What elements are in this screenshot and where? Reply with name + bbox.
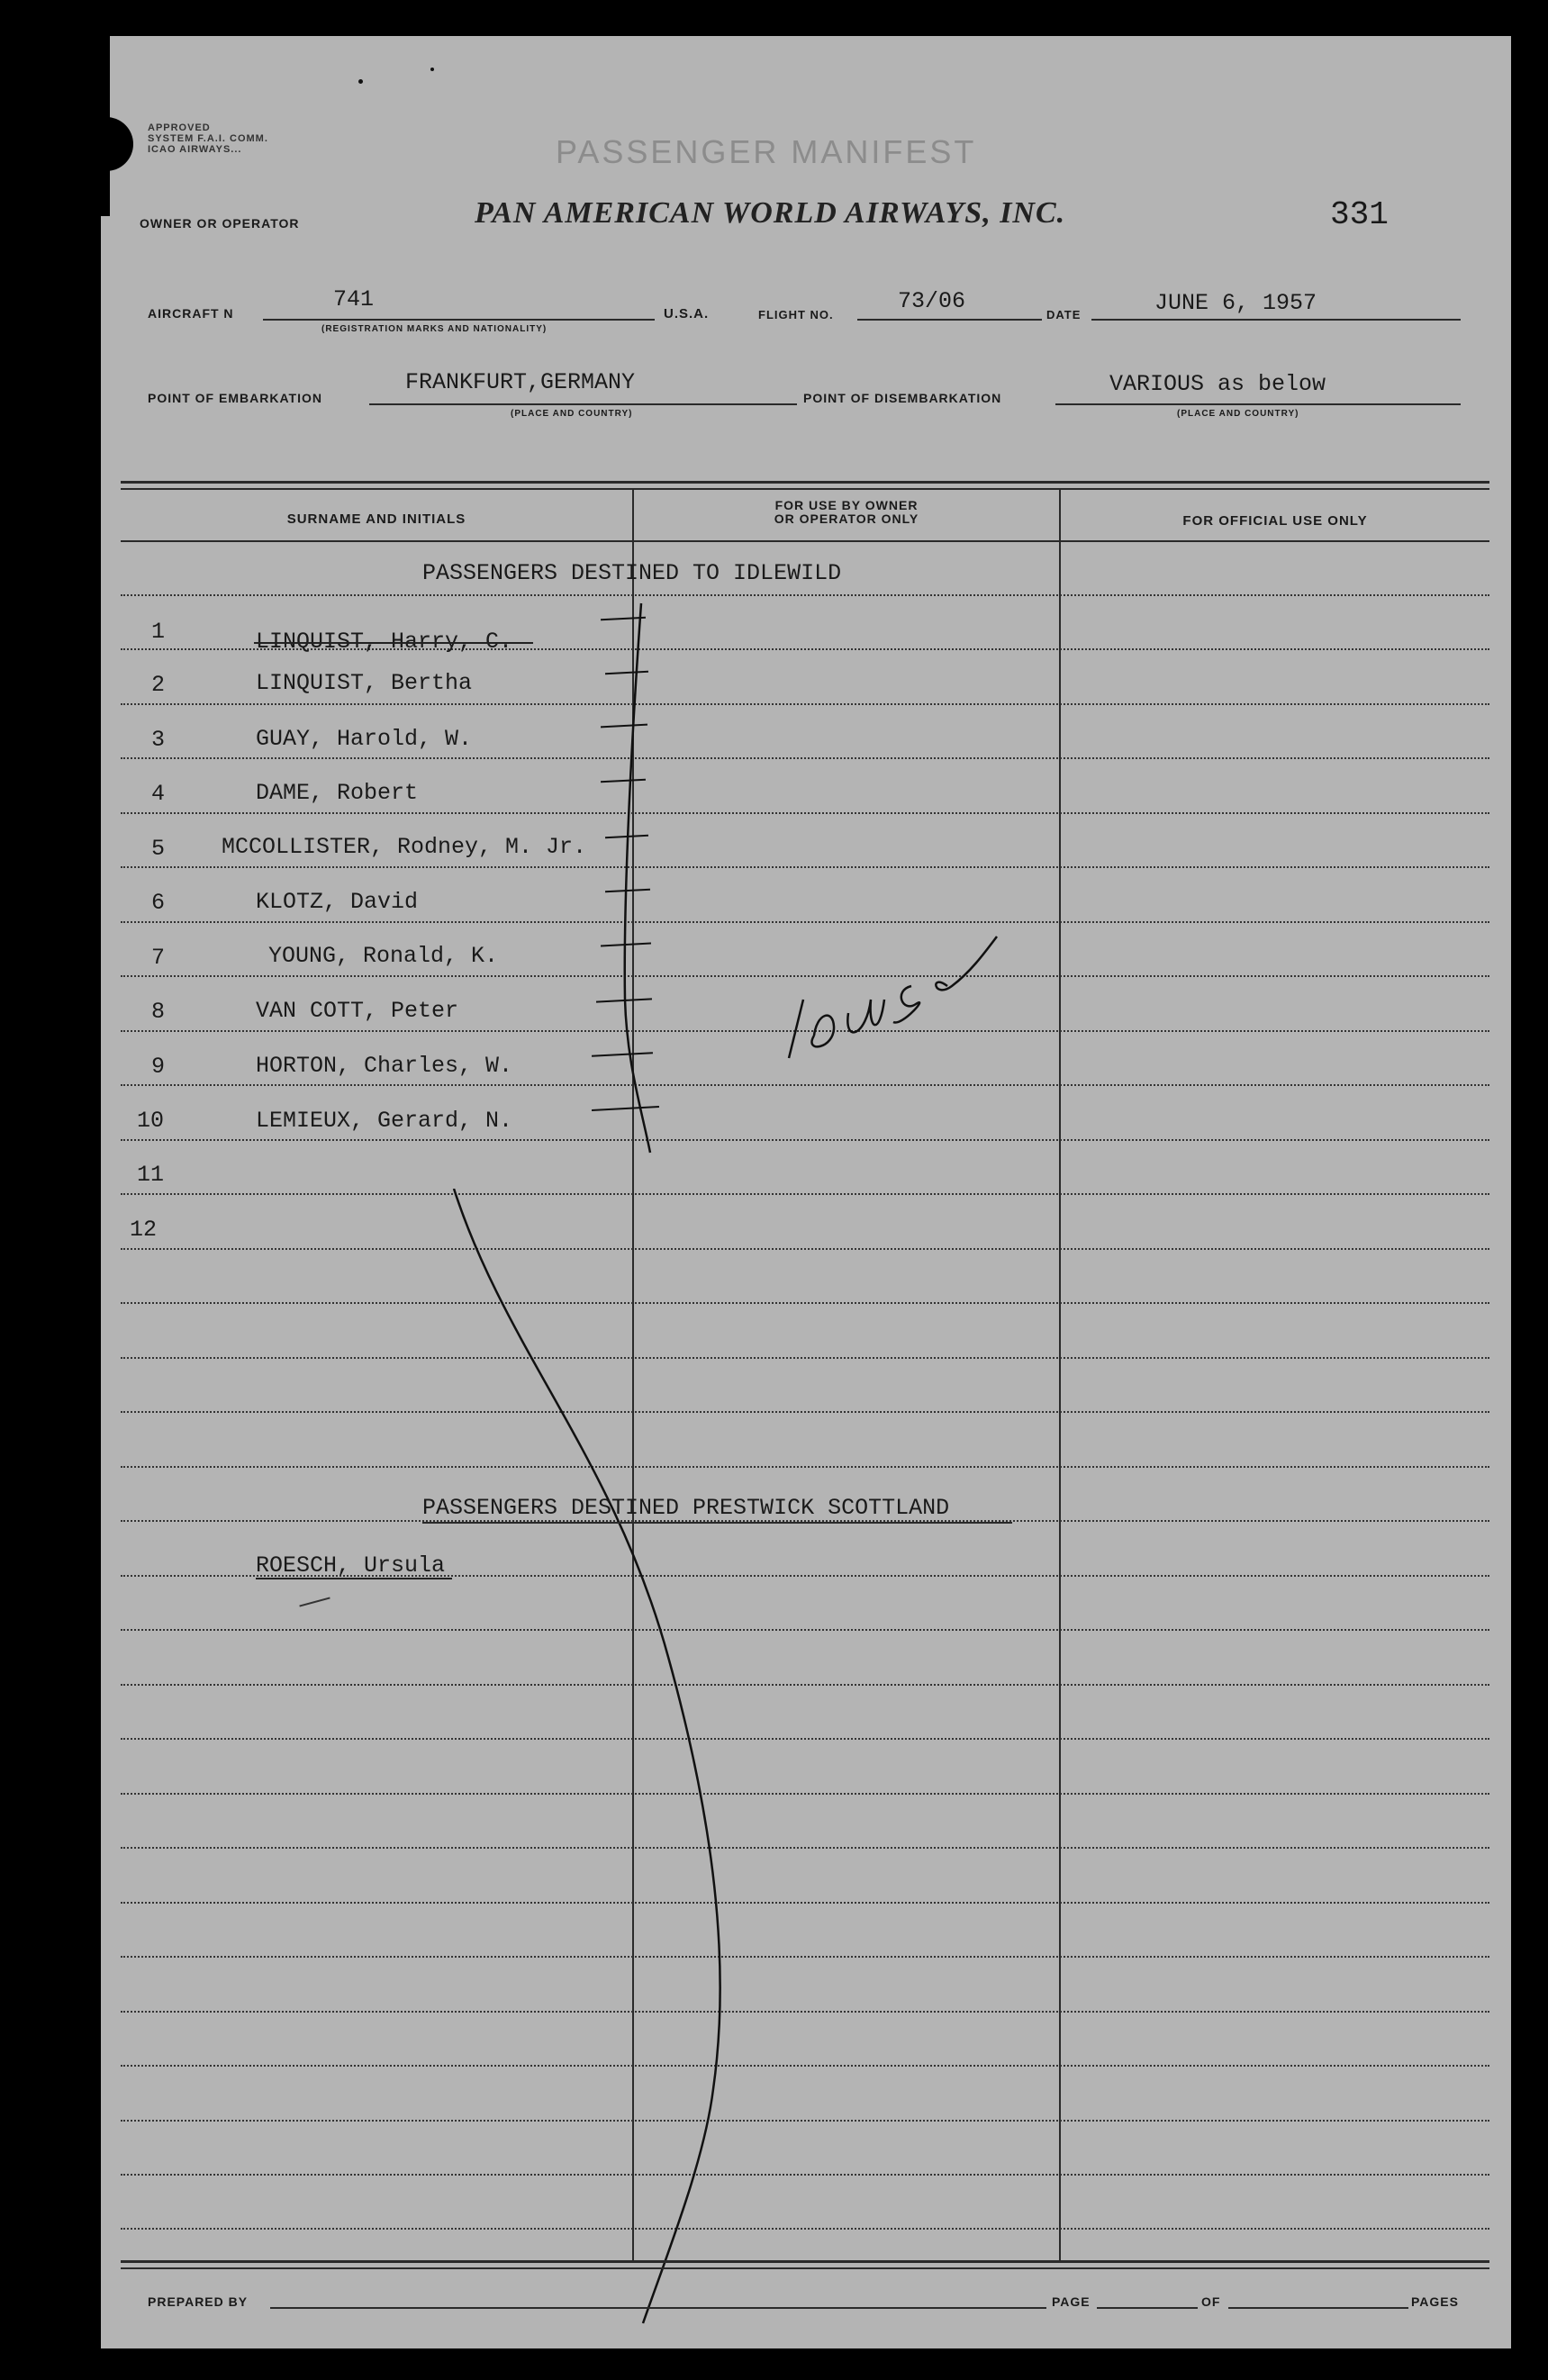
handwritten-tally: [614, 594, 848, 1171]
handwritten-note: [785, 973, 845, 994]
date-value: JUNE 6, 1957: [1154, 290, 1317, 316]
passenger-name: KLOTZ, David: [256, 889, 419, 915]
row-number: 3: [151, 727, 166, 753]
disembark-underline: [1055, 403, 1461, 405]
usa-label: U.S.A.: [664, 306, 710, 321]
date-underline: [1091, 319, 1461, 321]
row-rule: [121, 1793, 1489, 1795]
row-number: 2: [151, 672, 166, 698]
owner-label: OWNER OR OPERATOR: [140, 216, 300, 231]
passenger-name: ROESCH, Ursula: [256, 1552, 446, 1579]
ink-dot: [358, 79, 363, 84]
passenger-name: DAME, Robert: [256, 780, 419, 806]
section-heading-idlewild: PASSENGERS DESTINED TO IDLEWILD: [422, 560, 842, 586]
row-rule: [121, 2065, 1489, 2067]
row-rule: [121, 1956, 1489, 1958]
disembark-label: POINT OF DISEMBARKATION: [803, 391, 1002, 405]
table-top-rule-2: [121, 488, 1489, 490]
name-strikethrough: [254, 642, 533, 644]
column-header-owner: FOR USE BY OWNER OR OPERATOR ONLY: [774, 498, 919, 526]
row-number: 1: [151, 619, 166, 645]
row-number: 7: [151, 945, 166, 971]
page-number: 331: [1330, 196, 1389, 233]
row-rule: [121, 1629, 1489, 1631]
aircraft-underline: [263, 319, 655, 321]
passenger-name: GUAY, Harold, W.: [256, 726, 473, 752]
ink-dot: [430, 68, 434, 71]
row-rule: [121, 2120, 1489, 2122]
approval-stamp: APPROVED SYSTEM F.A.I. COMM. ICAO AIRWAYS...: [148, 122, 268, 155]
page-title: PASSENGER MANIFEST: [556, 133, 977, 170]
row-number: 6: [151, 890, 166, 916]
row-number: 12: [130, 1217, 158, 1243]
row-rule: [121, 1684, 1489, 1686]
row-rule: [121, 2228, 1489, 2230]
row-rule: [121, 1248, 1489, 1250]
row-rule: [121, 1466, 1489, 1468]
page-label: PAGE: [1052, 2294, 1091, 2309]
passenger-name: LEMIEUX, Gerard, N.: [256, 1108, 513, 1134]
column-divider-2: [1059, 488, 1061, 2260]
airline-name: PAN AMERICAN WORLD AIRWAYS, INC.: [475, 196, 1066, 230]
row-rule: [121, 1193, 1489, 1195]
of-underline: [1228, 2307, 1408, 2309]
prepared-by-label: PREPARED BY: [148, 2294, 249, 2309]
pages-label: PAGES: [1411, 2294, 1459, 2309]
row-rule: [121, 1902, 1489, 1904]
passenger-name: LINQUIST, Bertha: [256, 670, 473, 696]
row-number: 8: [151, 999, 166, 1025]
cancel-stroke: [443, 1189, 767, 2341]
row-number: 9: [151, 1054, 166, 1080]
row-number: 4: [151, 781, 166, 807]
passenger-name: HORTON, Charles, W.: [256, 1053, 513, 1079]
table-bottom-rule: [121, 2260, 1489, 2263]
embark-label: POINT OF EMBARKATION: [148, 391, 322, 405]
passenger-name: YOUNG, Ronald, K.: [268, 943, 499, 969]
row-rule: [121, 1302, 1489, 1304]
table-bottom-rule-2: [121, 2267, 1489, 2269]
row-rule: [121, 1738, 1489, 1740]
row-number: 5: [151, 836, 166, 862]
table-top-rule: [121, 481, 1489, 484]
prepared-by-underline: [270, 2307, 1046, 2309]
row-rule: [121, 1411, 1489, 1413]
section-heading-prestwick: PASSENGERS DESTINED PRESTWICK SCOTTLAND: [422, 1495, 950, 1521]
column-header-surname: SURNAME AND INITIALS: [286, 511, 466, 527]
flight-no-underline: [857, 319, 1042, 321]
aircraft-value: 741: [333, 286, 375, 312]
pen-stroke: [299, 1597, 330, 1607]
header-bottom-rule: [121, 540, 1489, 542]
name-underline: [256, 1578, 452, 1579]
of-label: OF: [1201, 2294, 1221, 2309]
flight-no-value: 73/06: [898, 288, 966, 314]
page-underline: [1097, 2307, 1198, 2309]
disembark-value: VARIOUS as below: [1109, 371, 1326, 397]
flight-no-label: FLIGHT NO.: [758, 308, 834, 321]
disembark-sublabel: (PLACE AND COUNTRY): [1177, 409, 1299, 419]
embark-value: FRANKFURT,GERMANY: [405, 369, 636, 395]
column-header-official: FOR OFFICIAL USE ONLY: [1182, 513, 1368, 529]
aircraft-sublabel: (REGISTRATION MARKS AND NATIONALITY): [321, 324, 548, 334]
section-heading-underline: [422, 1522, 1012, 1524]
row-number: 11: [137, 1162, 165, 1188]
row-rule: [121, 2011, 1489, 2013]
embark-underline: [369, 403, 797, 405]
row-rule: [121, 2174, 1489, 2176]
row-rule: [121, 1357, 1489, 1359]
passenger-name: MCCOLLISTER, Rodney, M. Jr.: [222, 834, 587, 860]
row-number: 10: [137, 1108, 165, 1134]
date-label: DATE: [1046, 308, 1082, 321]
manifest-sheet: [101, 36, 1511, 2348]
aircraft-label: AIRCRAFT N: [148, 306, 234, 321]
torn-corner-notch: [101, 117, 133, 171]
embark-sublabel: (PLACE AND COUNTRY): [511, 409, 633, 419]
passenger-name: VAN COTT, Peter: [256, 998, 459, 1024]
passenger-name: LINQUIST, Harry, C.: [256, 629, 513, 655]
row-rule: [121, 1847, 1489, 1849]
